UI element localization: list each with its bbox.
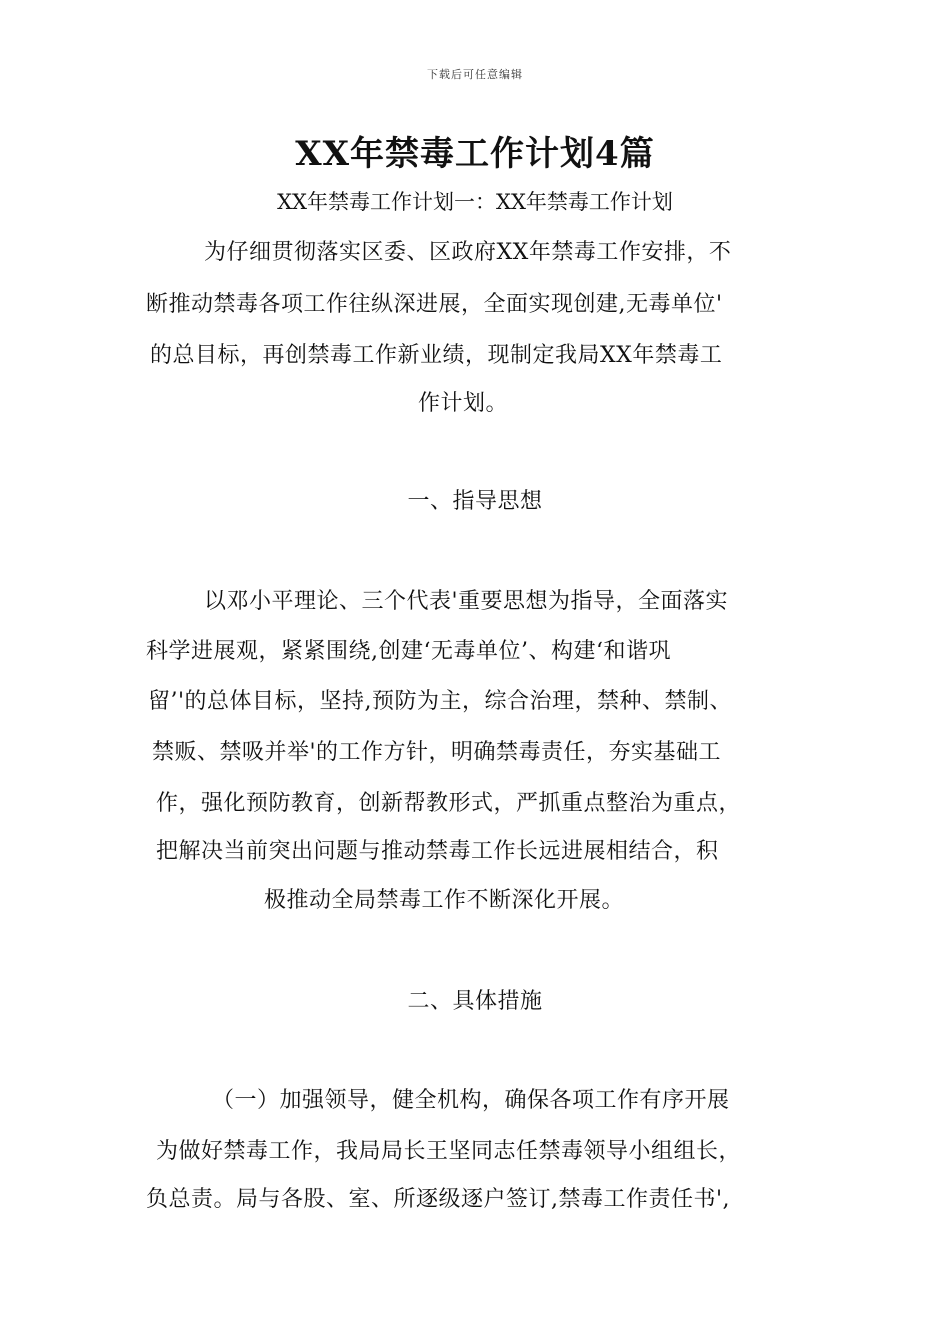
section1-line-5: 作，强化预防教育，创新帮教形式，严抓重点整治为重点， xyxy=(156,791,742,816)
section1-line-2: 科学进展观，紧紧围绕,创建‘无毒单位’、构建‘和谐巩 xyxy=(146,639,671,664)
intro-line-2: 断推动禁毒各项工作往纵深进展，全面实现创建,无毒单位' xyxy=(146,292,723,317)
header-note: 下载后可任意编辑 xyxy=(427,68,523,81)
intro-line-3: 的总目标，再创禁毒工作新业绩，现制定我局XX年禁毒工 xyxy=(150,343,723,368)
section1-line-1: 以邓小平理论、三个代表'重要思想为指导，全面落实 xyxy=(204,589,729,614)
section-heading-specific-measures: 二、具体措施 xyxy=(407,989,543,1014)
section-heading-guiding-ideology: 一、指导思想 xyxy=(407,489,543,514)
subsection-heading-leadership: （一）加强领导，健全机构，确保各项工作有序开展 xyxy=(212,1088,730,1113)
document-subtitle: XX年禁毒工作计划一：XX年禁毒工作计划 xyxy=(277,190,673,214)
section1-line-4: 禁贩、禁吸并举'的工作方针，明确禁毒责任，夯实基础工 xyxy=(152,740,722,765)
intro-line-1: 为仔细贯彻落实区委、区政府XX年禁毒工作安排，不 xyxy=(204,240,732,265)
section1-line-3: 留’'的总体目标，坚持,预防为主，综合治理，禁种、禁制、 xyxy=(148,689,733,714)
section1-line-6: 把解决当前突出问题与推动禁毒工作长远进展相结合，积 xyxy=(156,839,719,864)
intro-line-4: 作计划。 xyxy=(418,391,509,416)
section2-line-2: 负总责。局与各股、室、所逐级逐户签订,禁毒工作责任书', xyxy=(146,1187,731,1212)
section1-line-7: 极推动全局禁毒工作不断深化开展。 xyxy=(264,888,625,913)
section2-line-1: 为做好禁毒工作，我局局长王坚同志任禁毒领导小组组长， xyxy=(156,1139,742,1164)
document-title: XX年禁毒工作计划4篇 xyxy=(295,134,655,174)
